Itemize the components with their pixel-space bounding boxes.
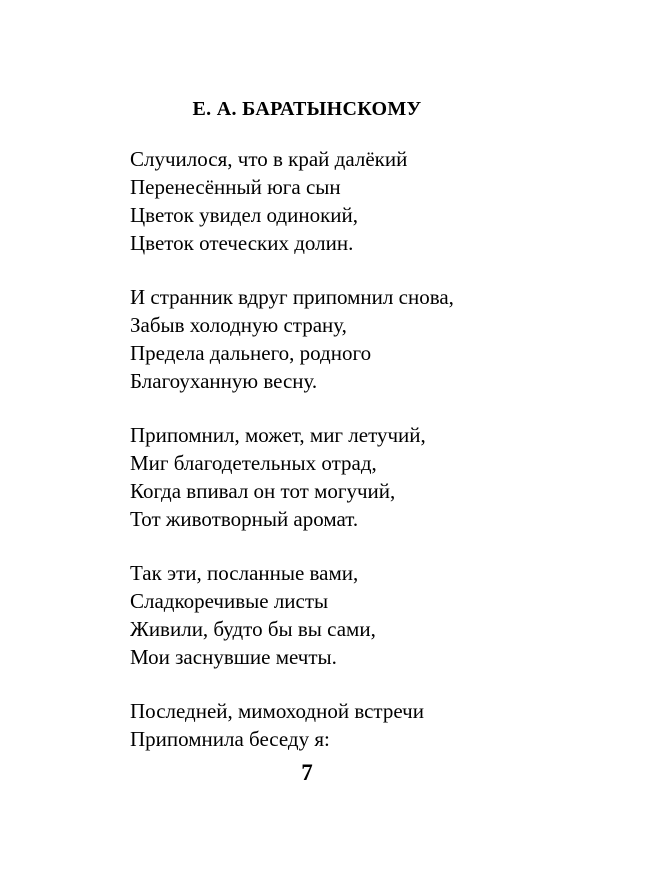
poem-body (130, 145, 550, 779)
poem-line: Перенесённый юга сын (130, 175, 341, 199)
poem-title: Е. А. БАРАТЫНСКОМУ (192, 98, 422, 120)
poem-line: Тот животворный аромат. (130, 507, 359, 531)
page-number: 7 (301, 760, 313, 785)
stanza-4 (130, 559, 550, 671)
poem-line: Мои заснувшие мечты. (130, 645, 337, 669)
poem-line: Когда впивал он тот могучий, (130, 479, 396, 503)
stanza-3 (130, 421, 550, 533)
poem-line: Забыв холодную страну, (130, 313, 347, 337)
poem-line: Цветок увидел одинокий, (130, 203, 359, 227)
poem-line: Так эти, посланные вами, (130, 561, 359, 585)
poem-line: Припомнил, может, миг летучий, (130, 423, 426, 447)
poem-line: Сладкоречивые листы (130, 589, 329, 613)
poem-line: Живили, будто бы вы сами, (130, 617, 376, 641)
poem-line: Припомнила беседу я: (130, 727, 330, 751)
poem-line: Благоуханную весну. (130, 369, 318, 393)
poem-line: И странник вдруг припомнил снова, (130, 285, 454, 309)
poem-line: Последней, мимоходной встречи (130, 699, 424, 723)
poem-line: Цветок отеческих долин. (130, 231, 354, 255)
poem-line: Случилося, что в край далёкий (130, 147, 408, 171)
stanza-5 (130, 697, 550, 753)
poem-line: Предела дальнего, родного (130, 341, 372, 365)
poem-line: Миг благодетельных отрад, (130, 451, 377, 475)
stanza-2 (130, 283, 550, 395)
stanza-1 (130, 145, 550, 257)
